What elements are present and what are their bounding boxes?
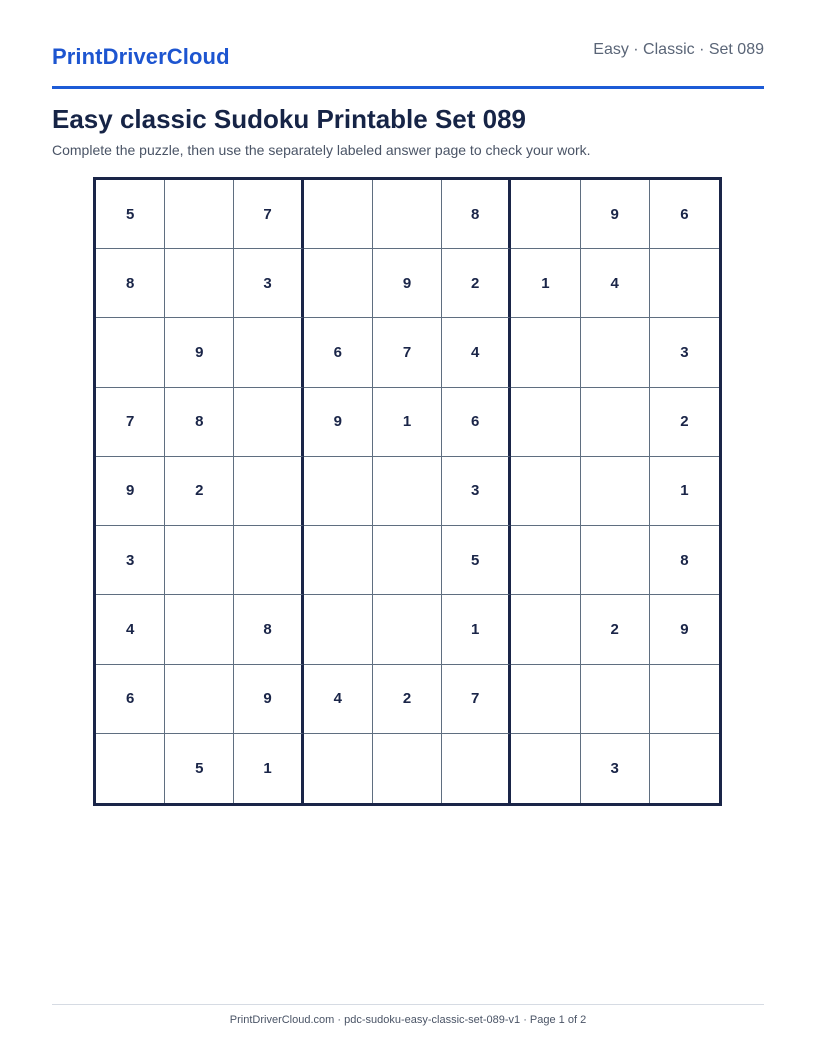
sudoku-cell: 1 [442, 595, 511, 664]
sudoku-cell: 8 [96, 249, 165, 318]
sudoku-cell [511, 734, 580, 803]
page-footer: PrintDriverCloud.com · pdc-sudoku-easy-classic-set-089-v1 · Page 1 of 2 [229, 1014, 587, 1026]
sudoku-cell [304, 595, 373, 664]
sudoku-cell: 9 [165, 318, 234, 387]
sudoku-cell [442, 734, 511, 803]
sudoku-cell [96, 318, 165, 387]
footer-divider [52, 1004, 764, 1005]
sudoku-cell [650, 734, 719, 803]
page-subtitle: Complete the puzzle, then use the separately labeled answer page to check your work. [52, 142, 591, 158]
sudoku-cell [96, 734, 165, 803]
sudoku-cell: 7 [96, 388, 165, 457]
sudoku-cell: 4 [96, 595, 165, 664]
sudoku-cell [511, 665, 580, 734]
sudoku-cell [511, 457, 580, 526]
sudoku-cell: 6 [304, 318, 373, 387]
sudoku-cell: 6 [442, 388, 511, 457]
sudoku-cell: 1 [373, 388, 442, 457]
sudoku-cell: 3 [581, 734, 650, 803]
sudoku-cell: 9 [650, 595, 719, 664]
sudoku-cell: 5 [96, 180, 165, 249]
sudoku-cell [511, 318, 580, 387]
sudoku-cell [650, 249, 719, 318]
sudoku-cell: 1 [650, 457, 719, 526]
sudoku-cell: 2 [165, 457, 234, 526]
sudoku-cell [650, 665, 719, 734]
sudoku-cell [165, 249, 234, 318]
sudoku-cell: 1 [234, 734, 303, 803]
sudoku-cell [304, 249, 373, 318]
sudoku-cell [304, 734, 373, 803]
sudoku-cell: 8 [234, 595, 303, 664]
brand-logo[interactable]: PrintDriverCloud [52, 44, 230, 69]
sudoku-cell [234, 318, 303, 387]
sudoku-cell [304, 457, 373, 526]
sudoku-cell [581, 665, 650, 734]
sudoku-cell [373, 526, 442, 595]
sudoku-cell: 7 [442, 665, 511, 734]
sudoku-cell: 9 [234, 665, 303, 734]
sudoku-cell [581, 526, 650, 595]
page-header [52, 0, 764, 89]
sudoku-cell: 2 [581, 595, 650, 664]
sudoku-cell [581, 318, 650, 387]
breadcrumb: Easy · Classic · Set 089 [593, 41, 764, 58]
sudoku-cell [304, 180, 373, 249]
sudoku-cell [165, 526, 234, 595]
sudoku-cell: 4 [442, 318, 511, 387]
sudoku-cell [511, 595, 580, 664]
sudoku-cell [234, 526, 303, 595]
sudoku-cell: 5 [442, 526, 511, 595]
sudoku-cell: 2 [373, 665, 442, 734]
sudoku-cell: 2 [650, 388, 719, 457]
page-title: Easy classic Sudoku Printable Set 089 [52, 104, 527, 134]
sudoku-cell [165, 180, 234, 249]
sudoku-cell: 1 [511, 249, 580, 318]
sudoku-cell [373, 457, 442, 526]
sudoku-cell [373, 180, 442, 249]
sudoku-cell [581, 457, 650, 526]
sudoku-cell [581, 388, 650, 457]
sudoku-cell: 6 [96, 665, 165, 734]
sudoku-cell: 8 [650, 526, 719, 595]
sudoku-cell: 6 [650, 180, 719, 249]
sudoku-cell: 7 [234, 180, 303, 249]
sudoku-cell [511, 388, 580, 457]
sudoku-cell: 5 [165, 734, 234, 803]
sudoku-cell: 3 [234, 249, 303, 318]
sudoku-cell: 9 [304, 388, 373, 457]
sudoku-cell: 9 [373, 249, 442, 318]
sudoku-cell: 4 [304, 665, 373, 734]
sudoku-cell [165, 665, 234, 734]
sudoku-cell [373, 595, 442, 664]
sudoku-cell: 3 [96, 526, 165, 595]
sudoku-cell: 8 [442, 180, 511, 249]
sudoku-cell: 8 [165, 388, 234, 457]
sudoku-cell: 4 [581, 249, 650, 318]
sudoku-cell [511, 526, 580, 595]
sudoku-cell [304, 526, 373, 595]
sudoku-cell: 3 [650, 318, 719, 387]
sudoku-cell: 3 [442, 457, 511, 526]
sudoku-cell: 9 [96, 457, 165, 526]
sudoku-cell [165, 595, 234, 664]
sudoku-cell [511, 180, 580, 249]
sudoku-cell [234, 457, 303, 526]
sudoku-cell [373, 734, 442, 803]
sudoku-cell: 7 [373, 318, 442, 387]
sudoku-cell: 9 [581, 180, 650, 249]
sudoku-cell [234, 388, 303, 457]
sudoku-grid [93, 177, 722, 806]
sudoku-cell: 2 [442, 249, 511, 318]
